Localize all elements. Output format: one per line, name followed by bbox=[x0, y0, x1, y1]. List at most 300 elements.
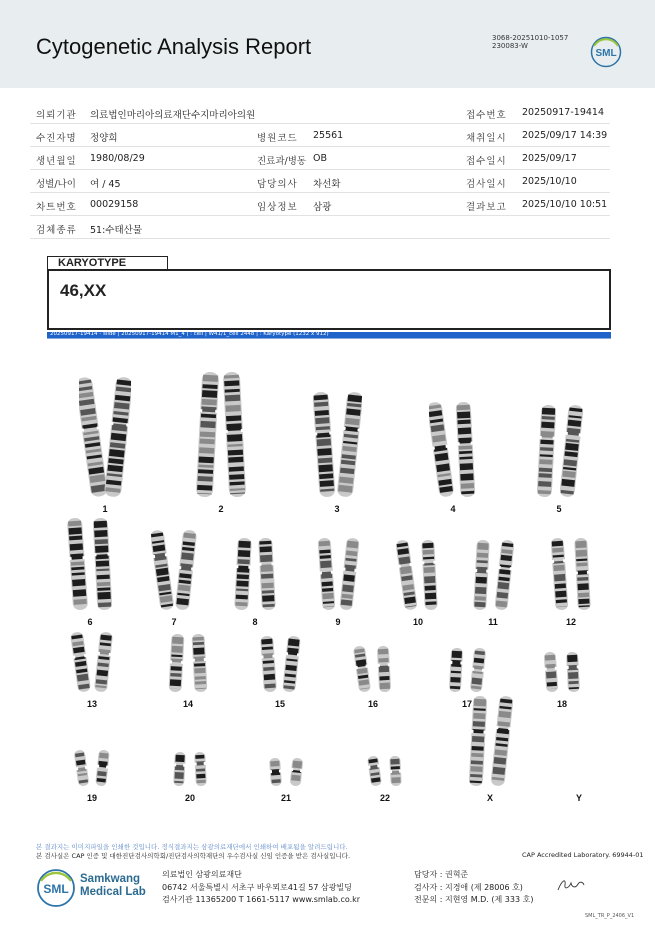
chromosome-band bbox=[555, 591, 566, 598]
chromosome bbox=[376, 646, 392, 693]
chromosome-band bbox=[321, 572, 332, 579]
chromosome-band bbox=[423, 550, 434, 555]
chromosome-band bbox=[201, 406, 216, 412]
chromosome-label-X: X bbox=[486, 793, 494, 803]
receipt-no-label: 접수번호 bbox=[466, 110, 507, 121]
chromosome-band bbox=[471, 753, 483, 757]
chromosome-band bbox=[229, 474, 244, 480]
chromosome-band bbox=[195, 755, 204, 759]
chromosome-band bbox=[200, 439, 215, 445]
chromosome-band bbox=[259, 541, 271, 545]
chromosome-band bbox=[459, 445, 472, 449]
chromosome-band bbox=[238, 559, 250, 564]
chromosome-label-8: 8 bbox=[252, 617, 258, 627]
chromosome-band bbox=[237, 574, 249, 579]
staff-manager: 담당자 : 권혁준 bbox=[414, 870, 469, 879]
chromosome-label-3: 3 bbox=[334, 504, 340, 514]
chromosome bbox=[536, 405, 558, 498]
chromosome bbox=[259, 636, 278, 693]
birth-value: 1980/08/29 bbox=[90, 153, 145, 164]
specimen-value: 51:수태산물 bbox=[90, 225, 142, 236]
chromosome-band bbox=[554, 574, 565, 582]
chromosome-label-21: 21 bbox=[280, 793, 292, 803]
chromosome-band bbox=[425, 593, 436, 600]
collection-value: 2025/09/17 14:39 bbox=[522, 130, 608, 141]
chromosome bbox=[336, 391, 362, 497]
chromosome-band bbox=[198, 476, 213, 482]
chromosome-band bbox=[476, 567, 487, 574]
chromosome-band bbox=[318, 458, 332, 464]
chromosome-band bbox=[291, 775, 301, 782]
chromosome-band bbox=[541, 422, 554, 429]
chromosome-band bbox=[226, 415, 241, 421]
chromosome-band bbox=[193, 642, 204, 645]
chromosome-band bbox=[200, 431, 215, 437]
chromosome-band bbox=[193, 637, 204, 641]
chromosome-pair-21 bbox=[266, 755, 306, 789]
chromosome-band bbox=[175, 755, 184, 762]
chromosome-band bbox=[99, 753, 109, 759]
chromosome-band bbox=[238, 541, 250, 548]
chromosome-band bbox=[272, 779, 281, 783]
chromosome-label-5: 5 bbox=[556, 504, 562, 514]
chromosome bbox=[312, 392, 337, 498]
chromosome-band bbox=[197, 780, 206, 783]
chromosome-band bbox=[97, 575, 110, 580]
chromosome-pair-2 bbox=[195, 369, 247, 500]
chromosome-band bbox=[552, 548, 563, 553]
chromosome-band bbox=[96, 560, 109, 566]
sex-age-label: 성별/나이 bbox=[36, 179, 76, 190]
footer-address: 06742 서울특별시 서초구 바우뫼로41길 57 삼광빌딩 bbox=[162, 882, 352, 892]
chromosome bbox=[233, 538, 253, 611]
chromosome-band bbox=[181, 552, 194, 560]
staff-specialist: 전문의 : 지현영 M.D. (제 333 호) bbox=[414, 895, 534, 904]
sml-logo-icon bbox=[590, 36, 622, 68]
chromosome-label-22: 22 bbox=[379, 793, 391, 803]
info-row-sex bbox=[30, 170, 610, 193]
chromosome-band bbox=[200, 421, 215, 428]
chromosome-band bbox=[172, 646, 183, 653]
chromosome bbox=[167, 634, 185, 693]
chromosome-band bbox=[577, 577, 588, 581]
karyotype-result: 46,XX bbox=[60, 281, 107, 300]
chromosome-label-2: 2 bbox=[218, 504, 224, 514]
chromosome-band bbox=[457, 405, 470, 411]
chromosome-band bbox=[497, 592, 509, 599]
chromosome bbox=[455, 402, 477, 498]
chromosome-band bbox=[391, 777, 400, 783]
chromosome-band bbox=[264, 674, 275, 680]
chromosome-band bbox=[97, 592, 110, 600]
report-header bbox=[0, 0, 655, 88]
institution-label: 의뢰기관 bbox=[36, 110, 77, 121]
chromosome-band bbox=[315, 410, 329, 416]
chromosome-band bbox=[73, 589, 86, 596]
chromosome-band bbox=[477, 553, 488, 558]
chromosome-band bbox=[68, 527, 81, 534]
chromosome-pair-14 bbox=[166, 631, 210, 695]
chromosome-band bbox=[235, 602, 247, 606]
chromosome-band bbox=[458, 437, 471, 443]
chromosome-band bbox=[175, 765, 184, 771]
chromosome-pair-1 bbox=[79, 374, 131, 500]
chromosome-band bbox=[319, 473, 333, 479]
chromosome-band bbox=[170, 673, 181, 677]
specimen-label: 검체종류 bbox=[36, 225, 77, 236]
chromosome-pair-13 bbox=[70, 629, 114, 695]
chromosome-pair-15 bbox=[258, 633, 302, 695]
chromosome-band bbox=[380, 683, 390, 690]
sml-footer-logo-text: SML bbox=[43, 882, 69, 896]
chromosome-label-18: 18 bbox=[556, 699, 568, 709]
chromosome-label-10: 10 bbox=[412, 617, 424, 627]
chromosome-band bbox=[473, 713, 485, 719]
chromosome-band bbox=[320, 480, 334, 487]
chromosome-band bbox=[391, 766, 400, 769]
chromosome bbox=[558, 404, 583, 497]
chromosome-band bbox=[567, 655, 577, 662]
hospital-code-value: 25561 bbox=[313, 130, 344, 141]
chromosome-pair-7 bbox=[151, 527, 197, 613]
chromosome-band bbox=[229, 466, 244, 471]
chromosome-pair-8 bbox=[232, 535, 278, 613]
chromosome-pair-22 bbox=[365, 753, 405, 789]
patient-name-value: 정양희 bbox=[90, 133, 118, 144]
chromosome-band bbox=[424, 567, 435, 573]
chromosome-band bbox=[195, 676, 206, 680]
chromosome bbox=[420, 540, 439, 611]
chromosome-band bbox=[264, 683, 275, 688]
chromosome-band bbox=[347, 541, 359, 549]
chromosome-band bbox=[575, 541, 586, 548]
chromosome-band bbox=[320, 561, 331, 569]
chromosome-band bbox=[194, 663, 205, 667]
chromosome-band bbox=[470, 766, 482, 772]
chromosome-band bbox=[319, 541, 330, 547]
sex-age-value: 여 / 45 bbox=[90, 179, 121, 190]
chromosome-band bbox=[578, 583, 589, 590]
chromosome-pair-18 bbox=[541, 649, 583, 695]
chromosome-band bbox=[498, 582, 510, 590]
chromosome-band bbox=[174, 772, 183, 779]
chromosome-band bbox=[472, 736, 484, 742]
chromosome-band bbox=[94, 521, 107, 528]
collection-label: 채취일시 bbox=[466, 133, 507, 144]
chromosome-band bbox=[546, 671, 556, 678]
chromosome-band bbox=[451, 660, 461, 667]
chromosome-band bbox=[493, 767, 506, 775]
chromosome-band bbox=[499, 711, 512, 718]
chromosome-band bbox=[197, 485, 212, 491]
chromosome-band bbox=[545, 655, 555, 661]
chromosome-band bbox=[202, 399, 217, 406]
chromosome-pair-11 bbox=[471, 537, 515, 613]
karyotype-result-box bbox=[47, 269, 611, 330]
chromosome-band bbox=[260, 555, 272, 562]
chromosome-band bbox=[378, 658, 388, 663]
chromosome-band bbox=[472, 678, 483, 685]
chromosome-band bbox=[461, 483, 474, 489]
chromosome-band bbox=[425, 601, 436, 605]
document-id-line1: 3068-20251010-1057 bbox=[492, 34, 569, 42]
chromosome-band bbox=[203, 375, 218, 382]
chromosome-band bbox=[474, 602, 485, 607]
chromosome bbox=[222, 372, 247, 498]
chromosome-pair-5 bbox=[535, 402, 583, 500]
chromosome bbox=[103, 376, 131, 497]
chromosome-band bbox=[540, 447, 553, 451]
chromosome-band bbox=[568, 665, 578, 671]
chromosome-band bbox=[261, 639, 272, 645]
chromosome bbox=[338, 537, 360, 610]
chromosome bbox=[151, 529, 175, 610]
chromosome-band bbox=[225, 405, 240, 412]
chromosome-band bbox=[450, 677, 460, 683]
chromosome-band bbox=[196, 774, 205, 779]
chromosome-band bbox=[460, 473, 473, 480]
chromosome bbox=[174, 529, 197, 610]
chromosome-band bbox=[262, 595, 274, 602]
doctor-value: 차선화 bbox=[313, 179, 341, 190]
chromosome bbox=[66, 518, 89, 611]
chromosome-band bbox=[424, 576, 435, 583]
chromosome bbox=[79, 376, 109, 497]
chromosome bbox=[573, 538, 592, 611]
chromosome-band bbox=[315, 417, 329, 424]
chromosome-label-17: 17 bbox=[461, 699, 473, 709]
chromosome-band bbox=[322, 581, 333, 586]
chromosome-band bbox=[288, 639, 300, 647]
chromosome-band bbox=[457, 411, 470, 418]
karyogram-image bbox=[40, 345, 620, 805]
chromosome-pair-6 bbox=[66, 515, 114, 613]
chromosome bbox=[388, 756, 403, 787]
chromosome-pair-4 bbox=[429, 399, 477, 500]
chromosome-band bbox=[195, 681, 206, 685]
hospital-code-label: 병원코드 bbox=[257, 133, 298, 144]
chromosome bbox=[550, 538, 570, 611]
chromosome-band bbox=[70, 543, 83, 550]
chromosome bbox=[92, 518, 114, 611]
chromosome-band bbox=[475, 587, 486, 594]
chromosome-band bbox=[565, 443, 579, 451]
chromosome-band bbox=[271, 769, 280, 776]
chromosome-band bbox=[496, 600, 508, 607]
chromosome-band bbox=[567, 428, 581, 436]
document-id-line2: 230083-W bbox=[492, 42, 528, 50]
chromosome-band bbox=[72, 579, 85, 586]
chromosome bbox=[70, 631, 92, 693]
chromosome bbox=[94, 749, 111, 786]
chromosome-band bbox=[94, 530, 107, 537]
chart-no-value: 00029158 bbox=[90, 199, 139, 210]
chromosome-band bbox=[473, 721, 485, 727]
chromosome-band bbox=[199, 447, 214, 453]
chromosome-band bbox=[236, 595, 248, 600]
chromosome bbox=[195, 372, 220, 498]
chromosome-band bbox=[475, 596, 486, 601]
chromosome-band bbox=[202, 384, 217, 389]
chromosome-band bbox=[199, 457, 214, 464]
chromosome-band bbox=[172, 637, 183, 644]
result-value: 2025/10/10 10:51 bbox=[522, 199, 608, 210]
chromosome-band bbox=[540, 440, 553, 445]
chromosome-band bbox=[228, 457, 243, 463]
chromosome-label-6: 6 bbox=[87, 617, 93, 627]
chromosome-band bbox=[341, 599, 353, 606]
chromosome bbox=[366, 755, 383, 787]
chromosome-band bbox=[170, 679, 181, 686]
chromosome-band bbox=[576, 562, 587, 566]
chromosome-band bbox=[180, 563, 193, 571]
chromosome-band bbox=[538, 490, 551, 494]
chromosome bbox=[429, 401, 456, 497]
cap-accreditation: CAP Accredited Laboratory. 69944-01 bbox=[522, 851, 644, 859]
chromosome bbox=[543, 652, 560, 693]
chromosome-pair-12 bbox=[549, 535, 593, 613]
footer-address-block bbox=[162, 869, 360, 907]
certification-notice: 본 검사실은 CAP 인증 및 대한진단검사의학회/진단검사의학재단의 우수검사실 신임 인증을 받은 검사실입니다. bbox=[36, 852, 351, 860]
signature-icon bbox=[556, 876, 586, 894]
info-row-patient bbox=[30, 124, 610, 147]
chromosome-band bbox=[196, 769, 205, 772]
chromosome-band bbox=[561, 479, 575, 487]
chromosome bbox=[352, 645, 372, 693]
form-code: SML_TR_P_2406_V1 bbox=[585, 913, 635, 919]
chromosome-band bbox=[471, 760, 483, 764]
chromosome-band bbox=[260, 546, 272, 552]
print-notice: 본 결과지는 이미지파일을 인쇄한 것입니다. 정식결과지는 삼광의료재단에서 인쇄하여 배포됨을 알려드립니다. bbox=[36, 843, 348, 851]
chromosome-band bbox=[270, 761, 279, 767]
receipt-date-value: 2025/09/17 bbox=[522, 153, 577, 164]
chromosome bbox=[468, 696, 489, 787]
department-value: OB bbox=[313, 153, 327, 164]
chromosome-band bbox=[96, 554, 109, 559]
karyotype-tab-label: KARYOTYPE bbox=[47, 256, 168, 270]
chromosome-band bbox=[73, 599, 86, 605]
chromosome-band bbox=[236, 580, 248, 586]
footer-org: 의료법인 삼광의료재단 bbox=[162, 870, 242, 879]
footer-staff-block bbox=[414, 869, 533, 907]
chromosome-band bbox=[344, 564, 356, 571]
chromosome-band bbox=[578, 593, 589, 598]
footer-contact: 검사기관 11365200 T 1661-5117 www.smlab.co.kr bbox=[162, 895, 361, 904]
chromosome-label-12: 12 bbox=[565, 617, 577, 627]
exam-date-label: 검사일시 bbox=[466, 179, 507, 190]
chromosome-band bbox=[227, 434, 242, 442]
chromosome bbox=[317, 538, 337, 611]
chromosome bbox=[193, 752, 208, 787]
chromosome-band bbox=[342, 585, 354, 593]
chromosome-band bbox=[292, 761, 302, 769]
chromosome-label-14: 14 bbox=[182, 699, 194, 709]
chromosome-pair-17 bbox=[446, 645, 488, 695]
chromosome-band bbox=[542, 408, 555, 415]
chromosome-band bbox=[541, 431, 554, 438]
chromosome-band bbox=[568, 681, 578, 684]
brand-line2: Medical Lab bbox=[80, 886, 146, 898]
slide-info-bar bbox=[47, 332, 611, 339]
chromosome-label-7: 7 bbox=[171, 617, 177, 627]
chromosome bbox=[190, 634, 208, 693]
chromosome-label-4: 4 bbox=[450, 504, 456, 514]
exam-date-value: 2025/10/10 bbox=[522, 176, 577, 187]
chromosome-band bbox=[202, 390, 217, 398]
chromosome-band bbox=[238, 550, 250, 557]
chromosome bbox=[172, 752, 187, 787]
chromosome-band bbox=[458, 427, 471, 434]
chromosome-pair-20 bbox=[170, 749, 210, 789]
chromosome-band bbox=[95, 545, 108, 552]
chromosome-band bbox=[318, 464, 332, 472]
staff-tester: 검사자 : 지경애 (제 28006 호) bbox=[414, 882, 523, 892]
sml-logo-text: SML bbox=[595, 48, 617, 59]
chromosome-label-19: 19 bbox=[86, 793, 98, 803]
clinical-value: 삼광 bbox=[313, 202, 332, 213]
chromosome-band bbox=[425, 585, 436, 590]
chromosome bbox=[281, 635, 302, 692]
chromosome-band bbox=[460, 463, 473, 470]
chromosome-band bbox=[194, 668, 205, 674]
chromosome-band bbox=[539, 473, 552, 478]
document-id bbox=[492, 34, 568, 50]
chromosome-band bbox=[555, 583, 566, 588]
chromosome-band bbox=[452, 651, 462, 658]
chromosome-band bbox=[194, 656, 205, 661]
chromosome-pair-X bbox=[467, 693, 513, 789]
chromosome-band bbox=[193, 648, 204, 655]
chromosome-band bbox=[97, 582, 110, 586]
chromosome-band bbox=[98, 602, 111, 607]
chromosome-band bbox=[261, 564, 273, 572]
chromosome-band bbox=[70, 553, 83, 559]
footer-brand bbox=[80, 873, 146, 899]
chromosome-label-13: 13 bbox=[86, 699, 98, 709]
brand-line1: Samkwang bbox=[80, 873, 141, 885]
chromosome-label-1: 1 bbox=[102, 504, 108, 514]
chromosome bbox=[489, 695, 513, 786]
clinical-label: 임상정보 bbox=[257, 202, 298, 213]
chromosome-band bbox=[343, 574, 355, 581]
chromosome-pair-16 bbox=[352, 643, 394, 695]
chromosome-band bbox=[539, 468, 552, 473]
chromosome-band bbox=[228, 450, 243, 456]
chromosome-band bbox=[547, 682, 557, 687]
info-row-birth bbox=[30, 147, 610, 170]
info-row-institution bbox=[30, 101, 610, 124]
chromosome-band bbox=[474, 699, 486, 707]
chromosome bbox=[93, 631, 114, 692]
patient-name-label: 수진자명 bbox=[36, 133, 77, 144]
sml-footer-logo-icon bbox=[36, 868, 76, 908]
chromosome-band bbox=[97, 670, 109, 677]
chromosome-band bbox=[578, 599, 589, 604]
chromosome-band bbox=[317, 439, 331, 447]
chromosome-band bbox=[568, 672, 578, 679]
chromosome-band bbox=[472, 746, 484, 751]
chromosome-band bbox=[552, 541, 563, 547]
chromosome bbox=[469, 647, 488, 692]
chromosome bbox=[396, 539, 419, 610]
chromosome-band bbox=[322, 593, 333, 599]
chromosome bbox=[257, 538, 277, 611]
chromosome-pair-19 bbox=[72, 747, 112, 789]
chromosome-band bbox=[237, 565, 249, 572]
chromosome-band bbox=[262, 653, 273, 659]
chromosome bbox=[268, 758, 283, 787]
birth-label: 생년월일 bbox=[36, 156, 77, 167]
